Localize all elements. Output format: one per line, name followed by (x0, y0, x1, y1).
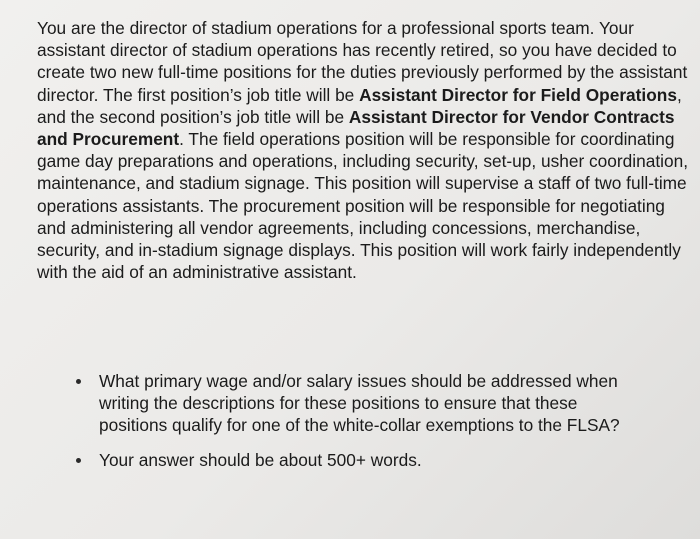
question-list (0, 370, 700, 471)
intro-text-1: You are the director of stadium operations for a professional sports team. Your assistant director of stadium operations has recently retired, so you have decided to create two new full-time positions for the duties previously performed by the assistant director. The first position’s job title will be (37, 18, 688, 105)
intro-text-2: , and the second position’s job title will be (37, 84, 682, 127)
question-text: What primary wage and/or salary issues should be addressed when writing the descriptions for these positions to ensure that these positions qualify for one of the white-collar exemptions to the FLSA? (99, 371, 620, 436)
bullet-icon (76, 379, 81, 384)
vendor-contracts-title: Assistant Director for Vendor Contracts and Procurement (37, 106, 675, 150)
scenario-paragraph (37, 17, 688, 283)
field-operations-title: Assistant Director for Field Operations (359, 84, 677, 105)
question-text: Your answer should be about 500+ words. (99, 449, 422, 470)
question-item-flsa (0, 370, 700, 437)
question-item-length (0, 449, 700, 471)
intro-text-3: . The field operations position will be responsible for coordinating game day preparations and operations, including security, set-up, usher coordination, maintenance, and stadium signage. This position will supervise a staff of two full-time operations assistants. The procurement position will be responsible for negotiating and administering all vendor agreements, including concessions, merchandise, security, and in-stadium signage displays. This position will work fairly independently with the aid of an administrative assistant. (37, 129, 688, 283)
bullet-icon (76, 458, 81, 463)
